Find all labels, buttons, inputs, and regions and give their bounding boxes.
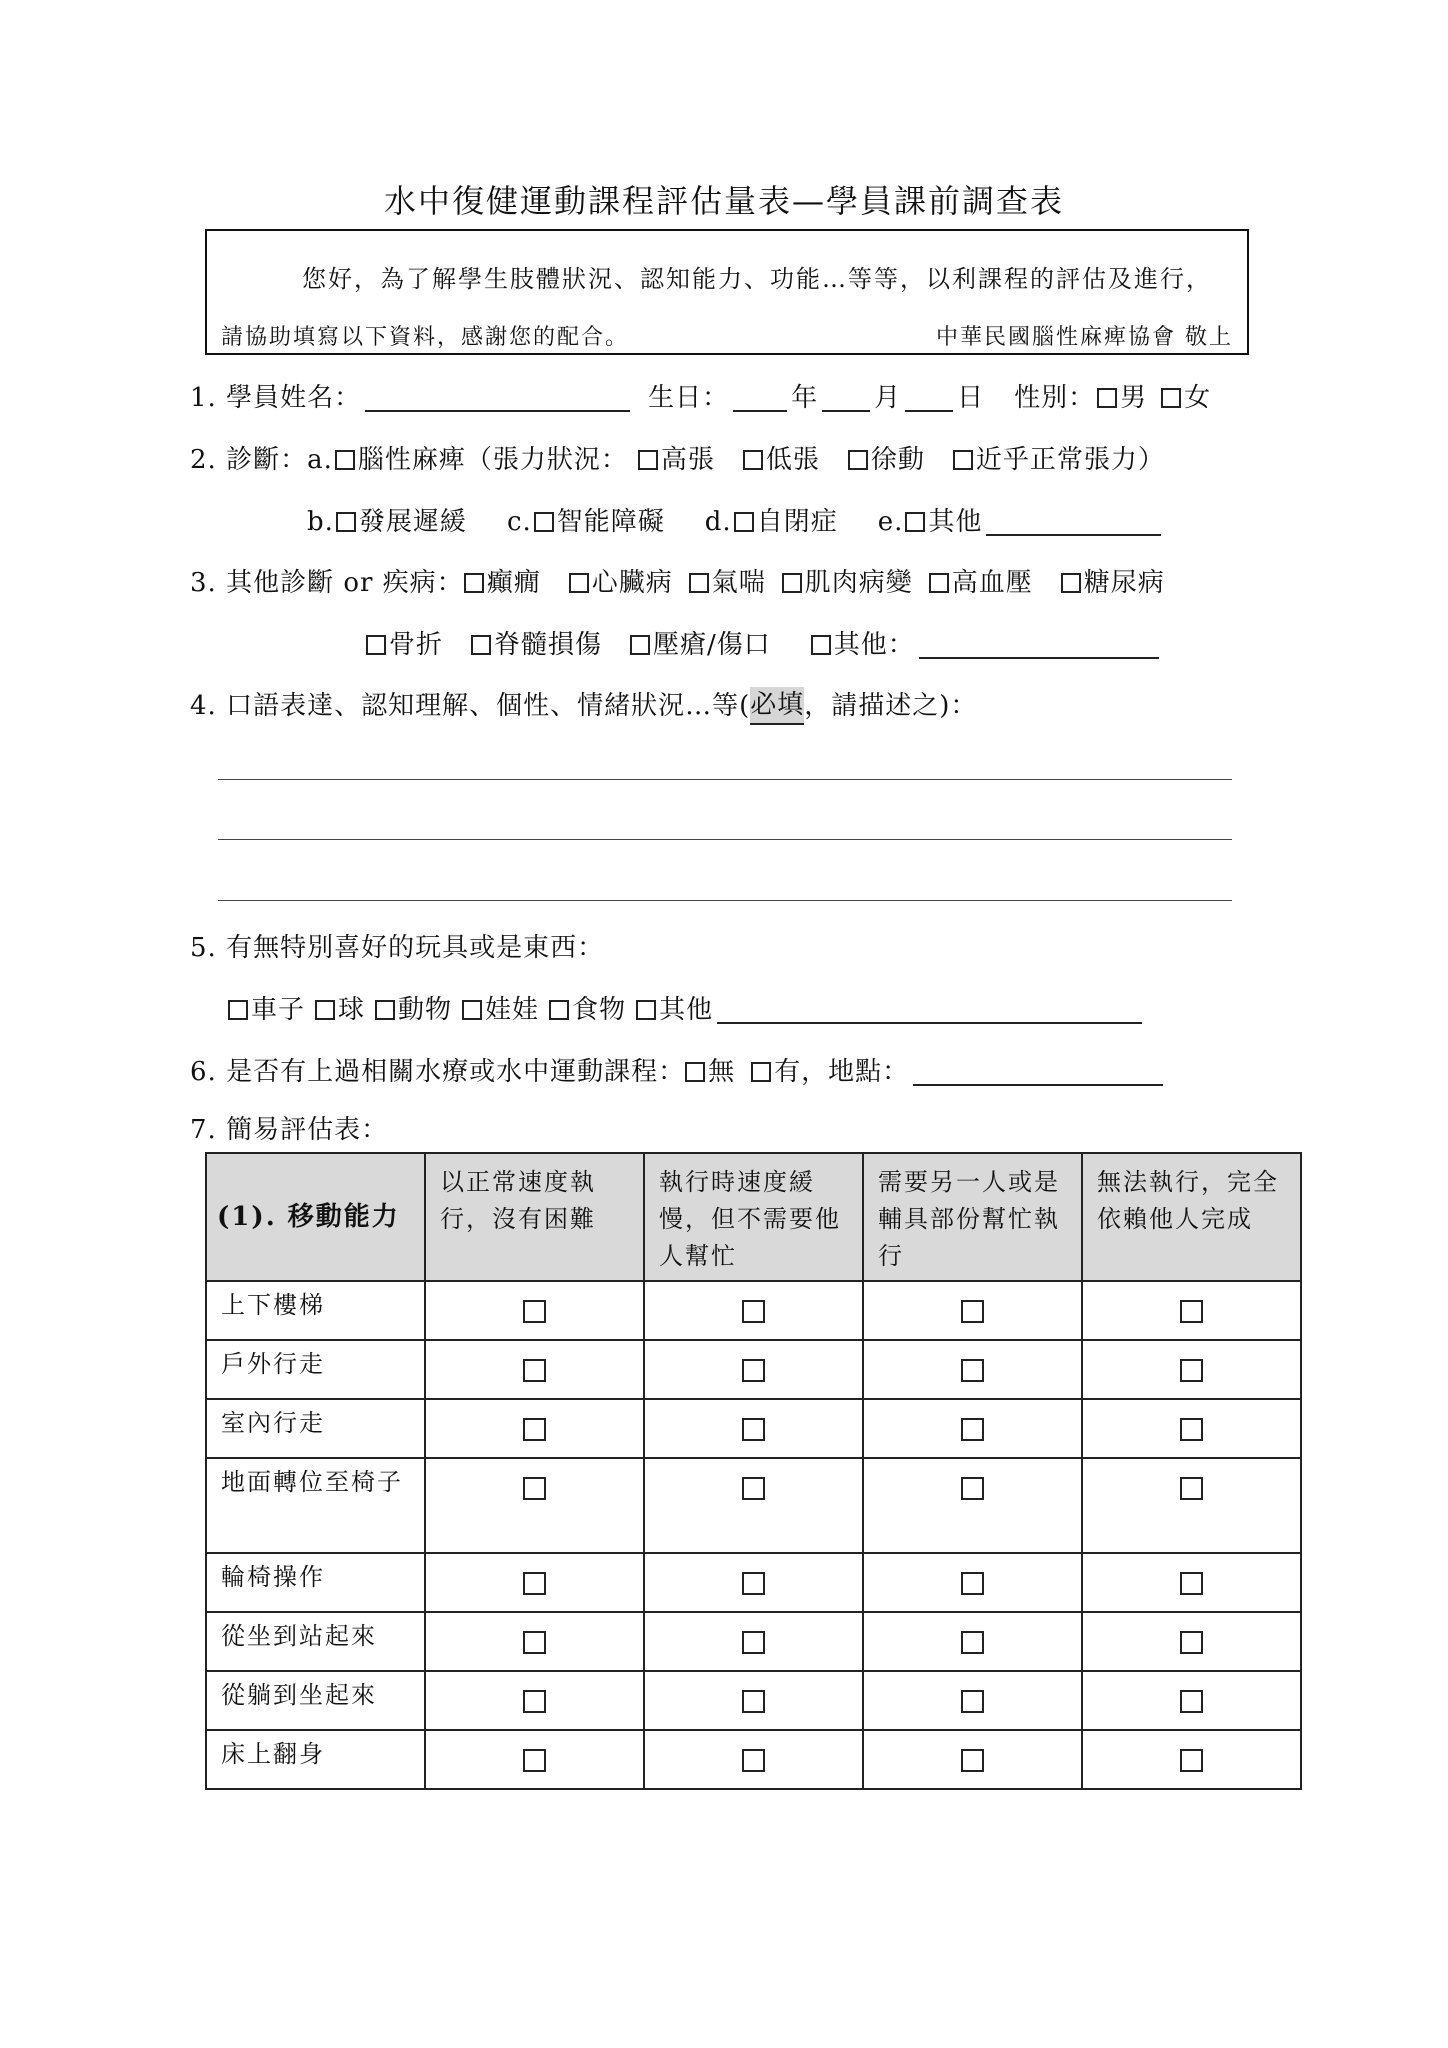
checkbox-rating[interactable] xyxy=(742,1690,765,1713)
checkbox-rating[interactable] xyxy=(742,1300,765,1323)
checkbox-rating[interactable] xyxy=(1180,1749,1203,1772)
checkbox-rating[interactable] xyxy=(1180,1631,1203,1654)
table-cell xyxy=(863,1458,1082,1553)
checkbox-rating[interactable] xyxy=(1180,1572,1203,1595)
table-cell xyxy=(425,1612,644,1671)
diagnosis-other-field[interactable] xyxy=(986,508,1161,536)
q2-e-label: e. xyxy=(877,507,904,537)
birth-day-field[interactable] xyxy=(905,384,953,412)
question-4 xyxy=(190,688,977,724)
delay-label: 發展遲緩 xyxy=(358,507,467,537)
checkbox-high-tone[interactable] xyxy=(638,450,658,470)
toy-other-field[interactable] xyxy=(717,996,1142,1024)
checkbox-male[interactable] xyxy=(1097,388,1117,408)
question-2 xyxy=(190,442,1165,478)
q3-label: 3. 其他診斷 or 疾病： xyxy=(190,568,464,598)
has-experience-label: 有，地點： xyxy=(774,1057,910,1087)
checkbox-rating[interactable] xyxy=(1180,1477,1203,1500)
checkbox-rating[interactable] xyxy=(961,1418,984,1441)
checkbox-rating[interactable] xyxy=(1180,1690,1203,1713)
fracture-label: 骨折 xyxy=(389,630,444,660)
description-line-3[interactable] xyxy=(218,900,1232,901)
checkbox-has-experience[interactable] xyxy=(751,1062,771,1082)
table-cell xyxy=(863,1612,1082,1671)
description-line-2[interactable] xyxy=(218,839,1232,840)
low-tone-label: 低張 xyxy=(765,445,820,475)
checkbox-heart-disease[interactable] xyxy=(569,573,589,593)
table-cell xyxy=(425,1553,644,1612)
high-tone-label: 高張 xyxy=(660,445,715,475)
epilepsy-label: 癲癇 xyxy=(486,568,541,598)
checkbox-rating[interactable] xyxy=(742,1477,765,1500)
table-cell xyxy=(644,1458,863,1553)
checkbox-fracture[interactable] xyxy=(366,635,386,655)
doll-label: 娃娃 xyxy=(485,995,540,1025)
checkbox-rating[interactable] xyxy=(523,1631,546,1654)
checkbox-low-tone[interactable] xyxy=(743,450,763,470)
gender-label: 性別： xyxy=(1014,383,1096,413)
location-field[interactable] xyxy=(913,1058,1163,1086)
table-cell xyxy=(644,1671,863,1730)
checkbox-doll[interactable] xyxy=(462,1000,482,1020)
row-label: 室內行走 xyxy=(206,1399,425,1458)
question-5 xyxy=(190,930,604,966)
table-cell xyxy=(1082,1458,1301,1553)
female-label: 女 xyxy=(1184,383,1212,413)
column-header: 需要另一人或是輔具部份幫忙執行 xyxy=(863,1153,1082,1281)
column-header: 執行時速度緩慢，但不需要他人幫忙 xyxy=(644,1153,863,1281)
checkbox-rating[interactable] xyxy=(523,1359,546,1382)
checkbox-rating[interactable] xyxy=(523,1418,546,1441)
question-3-row2 xyxy=(366,627,1163,663)
q4-label-end: ，請描述之)： xyxy=(804,691,978,721)
checkbox-car[interactable] xyxy=(228,1000,248,1020)
checkbox-rating[interactable] xyxy=(1180,1359,1203,1382)
cp-label: 腦性麻痺（張力狀況： xyxy=(357,445,628,475)
table-row xyxy=(206,1553,1301,1612)
checkbox-cerebral-palsy[interactable] xyxy=(335,450,355,470)
checkbox-female[interactable] xyxy=(1161,388,1181,408)
row-label: 從坐到站起來 xyxy=(206,1612,425,1671)
column-header: 以正常速度執行，沒有困難 xyxy=(425,1153,644,1281)
autism-label: 自閉症 xyxy=(756,507,838,537)
day-label: 日 xyxy=(957,383,985,413)
table-cell xyxy=(863,1281,1082,1340)
required-mark: 必填 xyxy=(750,687,804,725)
name-field[interactable] xyxy=(365,384,630,412)
male-label: 男 xyxy=(1120,383,1148,413)
table-header-row xyxy=(206,1153,1301,1281)
checkbox-animal[interactable] xyxy=(375,1000,395,1020)
animal-label: 動物 xyxy=(398,995,453,1025)
q2-b-label: b. xyxy=(307,507,334,537)
pressure-sore-label: 壓瘡/傷口 xyxy=(653,630,771,660)
table-row xyxy=(206,1399,1301,1458)
birth-month-field[interactable] xyxy=(822,384,870,412)
intellectual-label: 智能障礙 xyxy=(556,507,665,537)
table-cell xyxy=(425,1458,644,1553)
year-label: 年 xyxy=(791,383,819,413)
checkbox-spinal-injury[interactable] xyxy=(471,635,491,655)
table-cell xyxy=(425,1340,644,1399)
checkbox-rating[interactable] xyxy=(1180,1300,1203,1323)
table-cell xyxy=(644,1281,863,1340)
checkbox-rating[interactable] xyxy=(742,1572,765,1595)
row-label: 床上翻身 xyxy=(206,1730,425,1789)
table-cell xyxy=(863,1730,1082,1789)
table-cell xyxy=(863,1671,1082,1730)
row-label: 戶外行走 xyxy=(206,1340,425,1399)
row-label: 地面轉位至椅子 xyxy=(206,1458,425,1553)
q5-label: 5. 有無特別喜好的玩具或是東西： xyxy=(190,933,605,963)
hypertension-label: 高血壓 xyxy=(951,568,1033,598)
disease-other-label: 其他： xyxy=(833,630,915,660)
table-cell xyxy=(1082,1399,1301,1458)
page-title: 水中復健運動課程評估量表—學員課前調查表 xyxy=(383,182,1064,220)
table-cell xyxy=(644,1730,863,1789)
intro-text-line2: 請協助填寫以下資料，感謝您的配合。 xyxy=(221,325,630,350)
table-cell xyxy=(1082,1340,1301,1399)
table-row xyxy=(206,1612,1301,1671)
checkbox-pressure-sore[interactable] xyxy=(630,635,650,655)
table-cell xyxy=(644,1553,863,1612)
table-cell xyxy=(425,1281,644,1340)
table-cell xyxy=(644,1612,863,1671)
question-6 xyxy=(190,1054,1167,1090)
checkbox-rating[interactable] xyxy=(742,1631,765,1654)
q1-label: 1. 學員姓名： xyxy=(190,383,362,413)
checkbox-rating[interactable] xyxy=(523,1477,546,1500)
table-cell xyxy=(1082,1671,1301,1730)
column-header: 無法執行，完全依賴他人完成 xyxy=(1082,1153,1301,1281)
q2-c-label: c. xyxy=(506,507,532,537)
checkbox-rating[interactable] xyxy=(742,1418,765,1441)
question-5-options xyxy=(228,992,1146,1028)
checkbox-rating[interactable] xyxy=(523,1300,546,1323)
checkbox-rating[interactable] xyxy=(961,1477,984,1500)
description-line-1[interactable] xyxy=(218,779,1232,780)
toy-other-label: 其他 xyxy=(659,995,714,1025)
diagnosis-other-label: 其他 xyxy=(928,507,983,537)
q4-label: 4. 口語表達、認知理解、個性、情緒狀況…等( xyxy=(190,691,751,721)
row-label: 上下樓梯 xyxy=(206,1281,425,1340)
checkbox-hypertension[interactable] xyxy=(929,573,949,593)
checkbox-epilepsy[interactable] xyxy=(464,573,484,593)
row-label: 輪椅操作 xyxy=(206,1553,425,1612)
birthday-label: 生日： xyxy=(648,383,730,413)
checkbox-ball[interactable] xyxy=(315,1000,335,1020)
table-row xyxy=(206,1281,1301,1340)
question-3 xyxy=(190,565,1165,601)
checkbox-rating[interactable] xyxy=(523,1572,546,1595)
table-cell xyxy=(863,1399,1082,1458)
checkbox-rating[interactable] xyxy=(523,1749,546,1772)
intro-signature: 中華民國腦性麻痺協會 敬上 xyxy=(936,325,1233,350)
table-row xyxy=(206,1730,1301,1789)
checkbox-disease-other[interactable] xyxy=(811,635,831,655)
asthma-label: 氣喘 xyxy=(711,568,766,598)
table-row xyxy=(206,1671,1301,1730)
category-header: (1). 移動能力 xyxy=(206,1153,425,1281)
checkbox-intellectual[interactable] xyxy=(534,512,554,532)
checkbox-muscle-disease[interactable] xyxy=(782,573,802,593)
question-7 xyxy=(190,1112,388,1148)
normal-tone-label: 近乎正常張力） xyxy=(975,445,1165,475)
q6-label: 6. 是否有上過相關水療或水中運動課程： xyxy=(190,1057,686,1087)
q2-label: 2. 診斷：a. xyxy=(190,445,333,475)
question-2-row2 xyxy=(307,504,1165,540)
disease-other-field[interactable] xyxy=(919,631,1159,659)
checkbox-food[interactable] xyxy=(549,1000,569,1020)
checkbox-rating[interactable] xyxy=(961,1749,984,1772)
checkbox-rating[interactable] xyxy=(742,1749,765,1772)
checkbox-asthma[interactable] xyxy=(689,573,709,593)
checkbox-diabetes[interactable] xyxy=(1061,573,1081,593)
table-cell xyxy=(1082,1281,1301,1340)
table-cell xyxy=(425,1730,644,1789)
table-cell xyxy=(1082,1730,1301,1789)
assessment-table xyxy=(205,1152,1302,1790)
table-cell xyxy=(644,1399,863,1458)
question-1 xyxy=(190,380,1211,416)
checkbox-dyskinetic[interactable] xyxy=(848,450,868,470)
checkbox-rating[interactable] xyxy=(1180,1418,1203,1441)
checkbox-rating[interactable] xyxy=(961,1631,984,1654)
table-cell xyxy=(863,1553,1082,1612)
checkbox-rating[interactable] xyxy=(523,1690,546,1713)
checkbox-toy-other[interactable] xyxy=(636,1000,656,1020)
table-cell xyxy=(425,1399,644,1458)
checkbox-no-experience[interactable] xyxy=(685,1062,705,1082)
checkbox-rating[interactable] xyxy=(742,1359,765,1382)
month-label: 月 xyxy=(874,383,902,413)
q7-label: 7. 簡易評估表： xyxy=(190,1115,389,1145)
q2-d-label: d. xyxy=(704,507,732,537)
table-cell xyxy=(425,1671,644,1730)
table-row xyxy=(206,1340,1301,1399)
spinal-injury-label: 脊髓損傷 xyxy=(494,630,603,660)
table-cell xyxy=(644,1340,863,1399)
checkbox-rating[interactable] xyxy=(961,1300,984,1323)
checkbox-rating[interactable] xyxy=(961,1359,984,1382)
checkbox-rating[interactable] xyxy=(961,1690,984,1713)
checkbox-normal-tone[interactable] xyxy=(953,450,973,470)
car-label: 車子 xyxy=(251,995,306,1025)
ball-label: 球 xyxy=(338,995,366,1025)
dyskinetic-label: 徐動 xyxy=(870,445,925,475)
table-cell xyxy=(1082,1612,1301,1671)
checkbox-autism[interactable] xyxy=(734,512,754,532)
intro-text-line1: 您好，為了解學生肢體狀況、認知能力、功能…等等，以利課程的評估及進行， xyxy=(302,265,1212,293)
table-cell xyxy=(863,1340,1082,1399)
birth-year-field[interactable] xyxy=(733,384,787,412)
heart-disease-label: 心臟病 xyxy=(591,568,673,598)
food-label: 食物 xyxy=(572,995,627,1025)
row-label: 從躺到坐起來 xyxy=(206,1671,425,1730)
muscle-disease-label: 肌肉病變 xyxy=(804,568,913,598)
checkbox-developmental-delay[interactable] xyxy=(336,512,356,532)
no-experience-label: 無 xyxy=(708,1057,736,1087)
checkbox-diagnosis-other[interactable] xyxy=(905,512,925,532)
table-row xyxy=(206,1458,1301,1553)
checkbox-rating[interactable] xyxy=(961,1572,984,1595)
table-cell xyxy=(1082,1553,1301,1612)
intro-box xyxy=(205,229,1249,355)
diabetes-label: 糖尿病 xyxy=(1083,568,1165,598)
